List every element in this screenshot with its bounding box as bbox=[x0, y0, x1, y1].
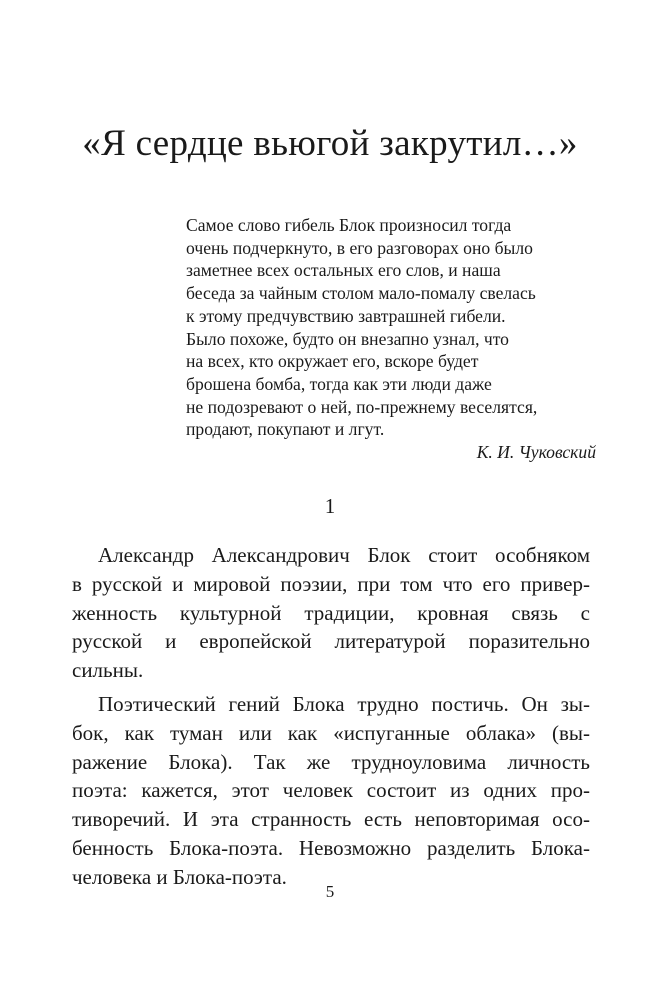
paragraph bbox=[72, 541, 590, 685]
section-number: 1 bbox=[324, 494, 336, 518]
epigraph-line: заметнее всех остальных его слов, и наша bbox=[186, 260, 501, 281]
text-line: бенность Блока-поэта. Невозможно разделить Блока- bbox=[72, 835, 590, 860]
epigraph-line: Самое слово гибель Блок произносил тогда bbox=[186, 215, 512, 235]
epigraph-line: на всех, кто окружает его, вскоре будет bbox=[186, 351, 479, 372]
text-line: человека и Блока-поэта. bbox=[72, 864, 287, 889]
epigraph-line: Было похоже, будто он внезапно узнал, что bbox=[186, 328, 509, 349]
text-line: в русской и мировой поэзии, при том что его привер- bbox=[72, 571, 590, 596]
text-line: Поэтический гений Блока трудно постичь. Он зы- bbox=[98, 691, 590, 716]
epigraph bbox=[186, 214, 606, 464]
text-line: ражение Блока). Так же трудноуловима личность bbox=[72, 749, 590, 774]
epigraph-line: очень подчеркнуто, в его разговорах оно было bbox=[186, 237, 533, 258]
body-text bbox=[72, 541, 590, 892]
page-number: 5 bbox=[325, 882, 335, 901]
text-line: сильны. bbox=[72, 658, 144, 683]
text-line: тиворечий. И эта странность есть неповторимая осо- bbox=[72, 807, 590, 832]
text-line: русской и европейской литературой поразительно bbox=[72, 629, 590, 654]
epigraph-author: К. И. Чуковский bbox=[476, 442, 596, 463]
epigraph-line: продают, покупают и лгут. bbox=[186, 419, 385, 440]
text-line: поэта: кажется, этот человек состоит из одних про- bbox=[72, 778, 590, 803]
epigraph-line: к этому предчувствию завтрашней гибели. bbox=[186, 305, 506, 326]
text-line: Александр Александрович Блок стоит особняком bbox=[98, 543, 590, 567]
text-line: бок, как туман или как «испуганные облака» (вы- bbox=[72, 720, 590, 745]
text-line: женность культурной традиции, кровная связь с bbox=[72, 600, 590, 625]
chapter-title: «Я сердце вьюгой закрутил…» bbox=[82, 123, 578, 164]
epigraph-line: брошена бомба, тогда как эти люди даже bbox=[186, 373, 492, 394]
epigraph-line: беседа за чайным столом мало-помалу свелась bbox=[186, 283, 536, 304]
epigraph-line: не подозревают о ней, по-прежнему веселятся, bbox=[186, 396, 538, 417]
paragraph bbox=[72, 690, 590, 892]
